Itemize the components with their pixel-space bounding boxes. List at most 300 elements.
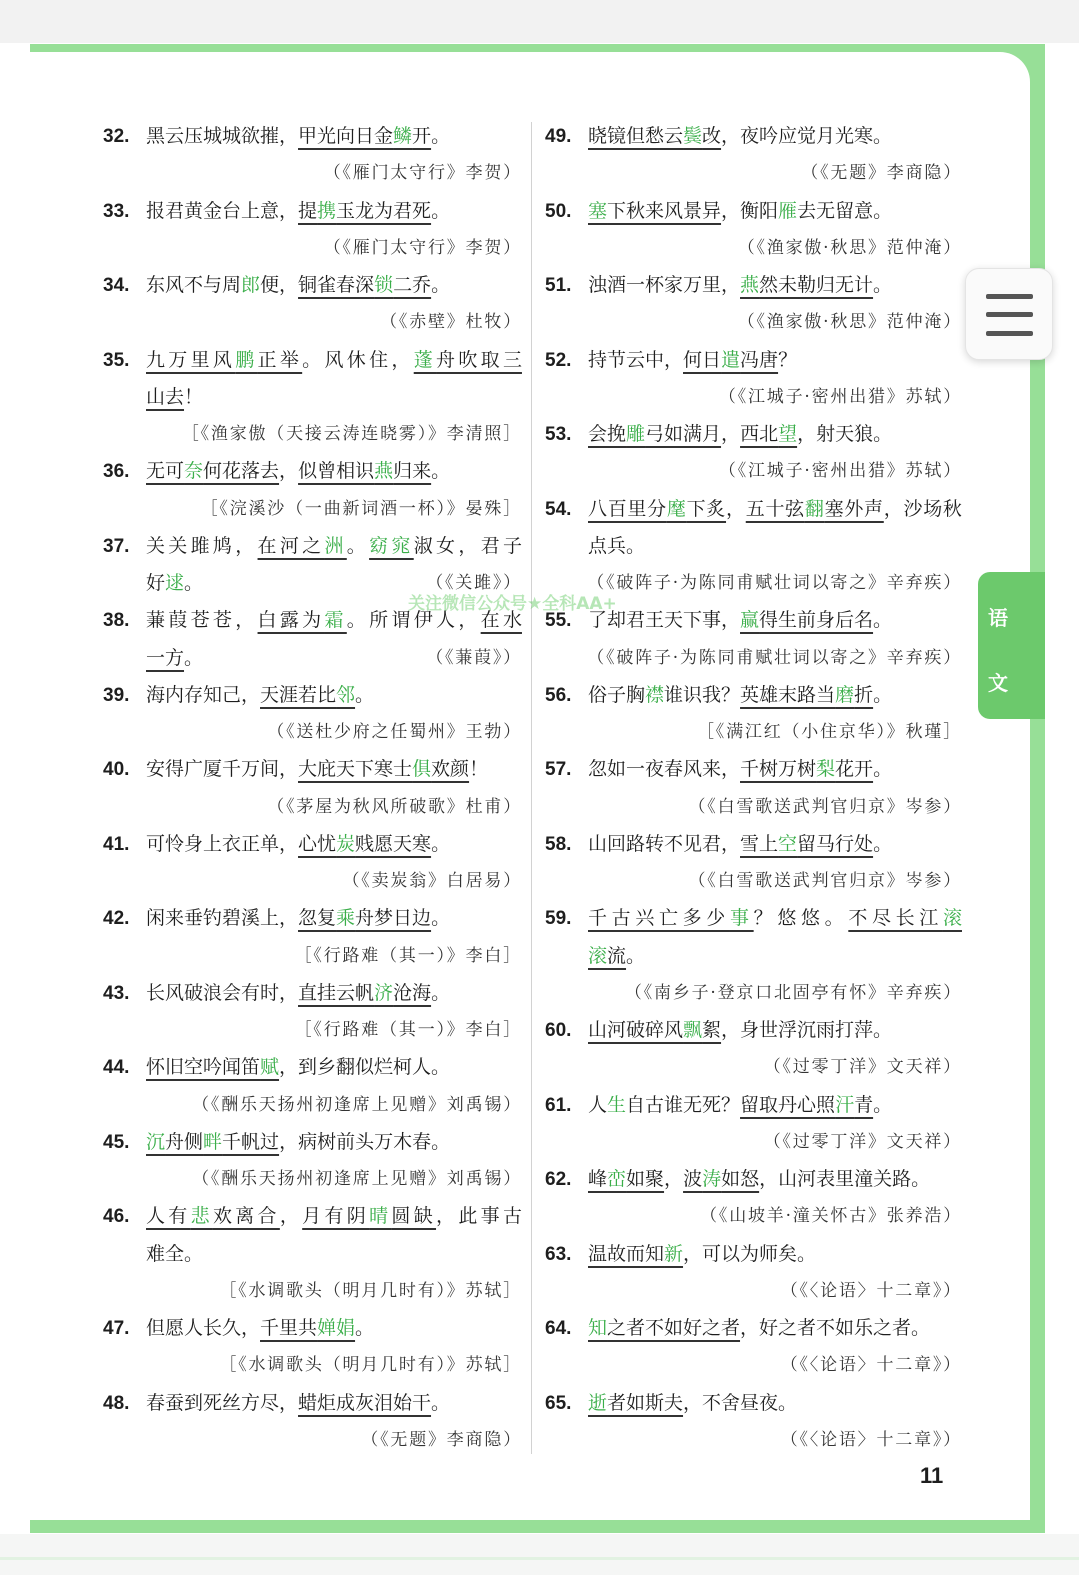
text-segment: 。 (431, 274, 451, 296)
entry-number: 54. (545, 498, 572, 520)
source-citation: （《关雎》） (426, 573, 522, 593)
source-row (103, 1161, 522, 1198)
line-text (146, 193, 522, 230)
poem-line (103, 267, 522, 304)
highlighted-text: 麾 (666, 497, 687, 520)
source-row (545, 640, 962, 677)
bottom-edge-line (0, 1557, 1079, 1560)
text-segment: 怀旧空吟闻笛 (146, 1056, 261, 1079)
source-citation: （《无题》李商隐） (361, 1429, 522, 1450)
line-text (146, 565, 426, 602)
line-text (588, 416, 962, 453)
poem-line (545, 938, 962, 975)
text-segment: ，沙场秋 (883, 497, 962, 520)
highlighted-text: 窈窕 (369, 534, 414, 557)
menu-button[interactable] (965, 268, 1053, 360)
text-segment: 大庇天下寒士 (298, 758, 413, 781)
source-row (545, 155, 962, 192)
line-text (588, 193, 962, 230)
entry-number: 34. (103, 275, 130, 296)
text-segment: 谁识我？ (664, 683, 741, 706)
highlighted-text: 生 (607, 1093, 627, 1116)
highlighted-text: 邻 (336, 683, 356, 706)
text-segment: 圆缺 (391, 1205, 437, 1228)
text-segment: 五十弦 (745, 497, 805, 520)
text-segment: ，山河表里潼关路。 (759, 1168, 931, 1190)
poem-line (103, 379, 522, 416)
text-segment: 千里共 (260, 1317, 318, 1339)
text-segment: 如怒 (721, 1168, 760, 1190)
poem-line (103, 1124, 522, 1161)
highlighted-text: 涛 (702, 1168, 722, 1190)
text-segment: ，不舍昼夜。 (683, 1391, 798, 1414)
text-segment: 开 (412, 125, 432, 147)
poem-entry (545, 1161, 962, 1236)
poem-line (103, 900, 522, 937)
text-segment: 安得广厦千万间， (146, 758, 299, 781)
poem-entry (545, 118, 962, 193)
poem-entry (545, 900, 962, 1012)
highlighted-text: 滚 (942, 907, 962, 930)
text-segment: 东风不与周 (146, 274, 242, 296)
source-citation: （《茅屋为秋风所破歌》杜甫） (267, 796, 522, 817)
highlighted-text: 锁 (374, 274, 394, 296)
source-row (103, 789, 522, 826)
text-segment: 似曾相识 (298, 460, 375, 483)
poem-entry (103, 1198, 522, 1310)
source-row (103, 863, 522, 900)
highlighted-text: 汗 (835, 1093, 855, 1116)
text-segment: 之者不如好之者 (607, 1317, 741, 1339)
text-segment: 自古谁无死？ (626, 1093, 741, 1116)
source-row (103, 230, 522, 267)
poem-line (103, 118, 522, 155)
text-segment: ，身世浮沉雨打萍。 (721, 1019, 893, 1041)
text-segment: 便， (260, 274, 299, 296)
text-segment: 。 (431, 832, 451, 855)
poem-line (545, 1087, 962, 1124)
menu-icon-bar (986, 312, 1033, 317)
line-text (588, 1385, 962, 1422)
text-segment: 好 (146, 572, 166, 594)
side-tab-char: 文 (988, 671, 1008, 695)
entry-number: 46. (103, 1206, 130, 1228)
entry-number: 56. (545, 684, 572, 706)
text-segment: 波 (683, 1168, 703, 1190)
highlighted-text: 济 (374, 981, 394, 1004)
poem-line (545, 528, 962, 565)
poem-line (103, 1385, 522, 1422)
source-row (103, 1012, 522, 1049)
text-segment: 蜡炬成灰泪始干 (298, 1391, 432, 1414)
text-segment: 温故而知 (588, 1242, 665, 1265)
text-segment: 者如斯夫 (607, 1391, 684, 1414)
source-row (545, 453, 962, 490)
text-segment: ， (664, 1168, 684, 1190)
highlighted-text: 遣 (721, 348, 741, 371)
source-citation: （《酬乐天扬州初逢席上见赠》刘禹锡） (192, 1169, 522, 1189)
source-citation: ［《水调歌头（明月几时有）》苏轼］ (219, 1280, 522, 1301)
poem-line (545, 1012, 962, 1049)
text-segment: ？悠悠。 (753, 907, 849, 930)
bottom-background-band (0, 1534, 1079, 1575)
subject-side-tab (978, 572, 1045, 719)
entry-number: 35. (103, 349, 130, 371)
entry-number: 63. (545, 1243, 572, 1265)
highlighted-text: 炭 (336, 832, 356, 855)
line-text (588, 938, 962, 975)
right-column (545, 118, 962, 1459)
entry-number: 62. (545, 1169, 572, 1190)
highlighted-text: 飘 (683, 1019, 703, 1041)
highlighted-text: 新 (664, 1242, 684, 1265)
text-segment: ，衡阳 (721, 199, 779, 222)
source-citation: ［《浣溪沙（一曲新词酒一杯）》晏殊］ (200, 498, 522, 519)
text-segment: 何日 (683, 348, 722, 371)
entry-number: 65. (545, 1392, 572, 1414)
line-text (588, 826, 962, 863)
text-segment: 心忧 (298, 832, 337, 855)
page-number: 11 (920, 1463, 944, 1488)
entry-number: 32. (103, 126, 130, 147)
text-segment: 人有 (146, 1205, 191, 1228)
source-citation: （《山坡羊·潼关怀古》张养浩） (700, 1206, 962, 1227)
number-spacer (545, 938, 588, 975)
poem-entry (545, 267, 962, 342)
text-segment: 淑女，君子 (413, 534, 522, 557)
text-segment: 春蚕到死丝方尽， (146, 1391, 299, 1414)
number-spacer (103, 640, 146, 677)
poem-entry (545, 751, 962, 826)
source-citation: ［《满江红（小住京华）》秋瑾］ (697, 722, 962, 742)
poem-line (545, 491, 962, 528)
text-segment: 一方 (146, 646, 185, 669)
poem-entry (103, 118, 522, 193)
highlighted-text: 赋 (260, 1056, 280, 1079)
highlighted-text: 逑 (165, 572, 185, 594)
line-text (146, 1310, 522, 1347)
text-segment: 归来 (393, 460, 432, 483)
source-row (545, 1273, 962, 1310)
highlighted-text: 磨 (835, 683, 855, 706)
source-citation: （《雁门太守行》李贺） (323, 237, 522, 258)
poem-entry (103, 1049, 522, 1124)
text-segment: 天涯若比 (260, 683, 337, 706)
text-segment: 留马行处 (797, 832, 874, 855)
top-background-band (0, 0, 1079, 43)
poem-entry (103, 1385, 522, 1460)
text-segment: 千树万树 (740, 758, 817, 781)
text-segment: ！ (184, 385, 204, 408)
poem-line (103, 453, 522, 490)
source-citation: （《〈论语〉十二章》） (780, 1280, 962, 1301)
poem-entry (545, 1087, 962, 1162)
line-text (588, 751, 962, 788)
poem-entry (545, 826, 962, 901)
text-segment: 峰 (588, 1168, 608, 1190)
line-text (146, 453, 522, 490)
poem-line (103, 1310, 522, 1347)
text-segment: 山去 (146, 385, 185, 408)
poem-line (103, 528, 522, 565)
line-text (146, 677, 522, 714)
line-text (146, 379, 522, 416)
text-segment: 得生前身后名 (759, 609, 874, 632)
poem-entry (545, 416, 962, 491)
highlighted-text: 赢 (740, 609, 760, 632)
text-segment: 在水 (480, 609, 522, 632)
source-citation: （《赤壁》杜牧） (380, 312, 522, 333)
line-text (588, 267, 962, 304)
entry-number: 44. (103, 1057, 130, 1079)
poem-entry (103, 193, 522, 268)
source-citation: ［《行路难（其一）》李白］ (294, 945, 522, 966)
text-segment: 可怜身上衣正单， (146, 832, 299, 855)
highlighted-text: 燕 (374, 460, 394, 483)
poem-line (545, 826, 962, 863)
text-segment: 。 (431, 1391, 451, 1414)
poem-line (545, 267, 962, 304)
poem-line (103, 640, 522, 677)
text-segment: 会挽 (588, 423, 627, 445)
source-citation: ［《渔家傲（天接云涛连晓雾）》李清照］ (181, 424, 522, 444)
highlighted-text: 塞 (588, 199, 608, 222)
text-segment: 甲光向日金 (298, 125, 394, 147)
entry-number: 36. (103, 461, 130, 483)
line-text (146, 118, 522, 155)
text-segment: 。 (355, 1317, 375, 1339)
source-row (545, 379, 962, 416)
text-segment: 山河破碎风 (588, 1019, 684, 1041)
source-row (545, 1198, 962, 1235)
highlighted-text: 乘 (336, 907, 356, 930)
entry-number: 55. (545, 610, 572, 632)
poem-entry (103, 267, 522, 342)
source-row (545, 230, 962, 267)
source-citation: （《蒹葭》） (426, 647, 522, 668)
text-segment: 。 (626, 944, 646, 967)
highlighted-text: 鬓 (683, 125, 703, 147)
poem-line (545, 1161, 962, 1198)
highlighted-text: 霜 (324, 609, 347, 632)
entry-number: 43. (103, 982, 130, 1004)
source-row (545, 304, 962, 341)
entry-number: 33. (103, 200, 130, 222)
entry-number: 38. (103, 610, 130, 632)
entry-number: 60. (545, 1020, 572, 1041)
text-segment: 俗子胸 (588, 683, 646, 706)
line-text (146, 1385, 522, 1422)
text-segment: ，到乡翻似烂柯人。 (279, 1056, 451, 1079)
text-segment: 了却君王天下事， (588, 609, 741, 632)
entry-number: 53. (545, 424, 572, 445)
poem-entry (103, 342, 522, 454)
text-segment: 持节云中， (588, 348, 684, 371)
poem-entry (545, 1385, 962, 1460)
text-segment: 下炙 (686, 497, 727, 520)
entry-number: 49. (545, 126, 572, 147)
text-segment: 。 (431, 125, 451, 147)
text-segment: 蒹葭苍苍， (146, 609, 258, 632)
text-segment: ，可以为师矣。 (683, 1242, 817, 1265)
highlighted-text: 梨 (816, 758, 836, 781)
poem-entry (103, 975, 522, 1050)
entry-number: 50. (545, 200, 572, 222)
line-text (588, 528, 962, 565)
source-row (545, 1124, 962, 1161)
poem-entry (103, 826, 522, 901)
text-segment: 人 (588, 1093, 608, 1116)
source-row (545, 789, 962, 826)
line-text (146, 267, 522, 304)
text-segment: 报君黄金台上意， (146, 199, 299, 222)
text-segment: 海内存知己， (146, 683, 261, 706)
text-segment: 。 (184, 646, 204, 669)
line-text (588, 118, 962, 155)
watermark-text: 关注微信公众号★全科AA+ (408, 594, 617, 614)
source-citation: ［《行路难（其一）》李白］ (294, 1020, 522, 1040)
highlighted-text: 蓬 (413, 348, 437, 371)
poem-line (103, 193, 522, 230)
entry-number: 64. (545, 1318, 572, 1339)
text-segment: 直挂云帆 (298, 981, 375, 1004)
line-text (146, 1236, 522, 1273)
source-row (103, 155, 522, 192)
text-segment: 忽复 (298, 907, 337, 930)
source-citation: （《江城子·密州出猎》苏轼） (718, 386, 962, 407)
text-segment: 流 (607, 944, 627, 967)
text-segment: 千古兴亡多少 (588, 907, 730, 930)
highlighted-text: 俱 (412, 758, 432, 781)
source-citation: （《过零丁洋》文天祥） (763, 1057, 962, 1078)
poem-line (545, 677, 962, 714)
poem-line (545, 416, 962, 453)
number-spacer (103, 379, 146, 416)
highlighted-text: 空 (778, 832, 798, 855)
highlighted-text: 事 (729, 907, 754, 930)
poem-line (103, 975, 522, 1012)
text-segment: 折 (854, 683, 874, 706)
source-citation: ［《水调歌头（明月几时有）》苏轼］ (219, 1355, 522, 1376)
poem-line (545, 118, 962, 155)
entry-number: 41. (103, 833, 130, 855)
entry-number: 57. (545, 759, 572, 781)
source-citation: （《〈论语〉十二章》） (780, 1429, 962, 1450)
source-row (545, 1049, 962, 1086)
text-segment: 白露为 (257, 609, 325, 632)
line-text (588, 491, 962, 528)
text-segment: 点兵。 (588, 534, 646, 557)
highlighted-text: 晴 (369, 1205, 392, 1228)
line-text (146, 1198, 522, 1235)
source-citation: （《破阵子·为陈同甫赋壮词以寄之》辛弃疾） (587, 573, 962, 593)
text-segment: 但愿人长久， (146, 1317, 261, 1339)
text-segment: 弓如满月 (645, 423, 722, 445)
text-segment: 西北 (740, 423, 779, 445)
poem-line (103, 1198, 522, 1235)
text-segment: 。 (431, 907, 451, 930)
source-row (545, 1422, 962, 1459)
poem-line (103, 677, 522, 714)
poem-entry (103, 1310, 522, 1385)
highlighted-text: 望 (778, 423, 798, 445)
poem-entry (545, 193, 962, 268)
highlighted-text: 雕 (626, 423, 646, 445)
line-text (146, 751, 522, 788)
poem-line (103, 751, 522, 788)
text-segment: 闲来垂钓碧溪上， (146, 907, 299, 930)
text-segment: 改 (702, 125, 722, 147)
poem-entry (103, 751, 522, 826)
number-spacer (103, 565, 146, 602)
text-segment: 然未勒归无计 (759, 274, 874, 296)
highlighted-text: 奈 (184, 460, 204, 483)
source-citation: （《白雪歌送武判官归京》岑参） (688, 871, 962, 891)
entry-number: 48. (103, 1392, 130, 1414)
source-row (545, 714, 962, 751)
line-text (588, 1161, 962, 1198)
source-citation: （《卖炭翁》白居易） (342, 871, 522, 891)
text-segment: 。 (346, 534, 370, 557)
text-segment: 铜雀春深 (298, 274, 375, 296)
text-segment: ， (721, 423, 741, 445)
line-text (588, 1236, 962, 1273)
text-segment: 关关雎鸠， (146, 534, 258, 557)
source-row (545, 975, 962, 1012)
source-row (545, 1347, 962, 1384)
column-divider (531, 122, 532, 1454)
highlighted-text: 携 (317, 199, 337, 222)
poem-line (103, 1236, 522, 1273)
source-row (545, 863, 962, 900)
highlighted-text: 洲 (324, 534, 347, 557)
highlighted-text: 郎 (241, 274, 261, 296)
text-segment: 千帆过 (222, 1130, 280, 1153)
entry-number: 58. (545, 833, 572, 855)
text-segment: 。 (873, 758, 893, 781)
source-citation: （《江城子·密州出猎》苏轼） (718, 461, 962, 482)
poem-entry (545, 1310, 962, 1385)
text-segment: 欢离合 (212, 1205, 280, 1228)
poem-line (103, 342, 522, 379)
poem-entry (103, 453, 522, 528)
text-segment: 正举 (257, 348, 303, 371)
entry-number: 52. (545, 349, 572, 371)
highlighted-text: 悲 (190, 1205, 213, 1228)
line-text (146, 975, 522, 1012)
text-segment: 无可 (146, 460, 185, 483)
line-text (146, 826, 522, 863)
entry-number: 59. (545, 908, 572, 930)
text-segment: 。 (355, 683, 375, 706)
source-citation: （《过零丁洋》文天祥） (763, 1131, 962, 1152)
text-segment: 玉龙为君死 (336, 199, 432, 222)
text-segment: 八百里分 (588, 497, 667, 520)
highlighted-text: 翻 (804, 497, 825, 520)
highlighted-text: 襟 (645, 683, 665, 706)
text-segment: 贱愿天寒 (355, 832, 432, 855)
entry-number: 37. (103, 535, 130, 557)
number-spacer (545, 528, 588, 565)
entry-number: 40. (103, 759, 130, 781)
highlighted-text: 燕 (740, 274, 760, 296)
text-segment: ？ (778, 348, 798, 371)
text-segment: 。 (431, 460, 451, 483)
highlighted-text: 鹏 (235, 348, 258, 371)
text-segment: 不尽长江 (848, 907, 943, 930)
text-segment: 在河之 (257, 534, 325, 557)
source-row (103, 714, 522, 751)
